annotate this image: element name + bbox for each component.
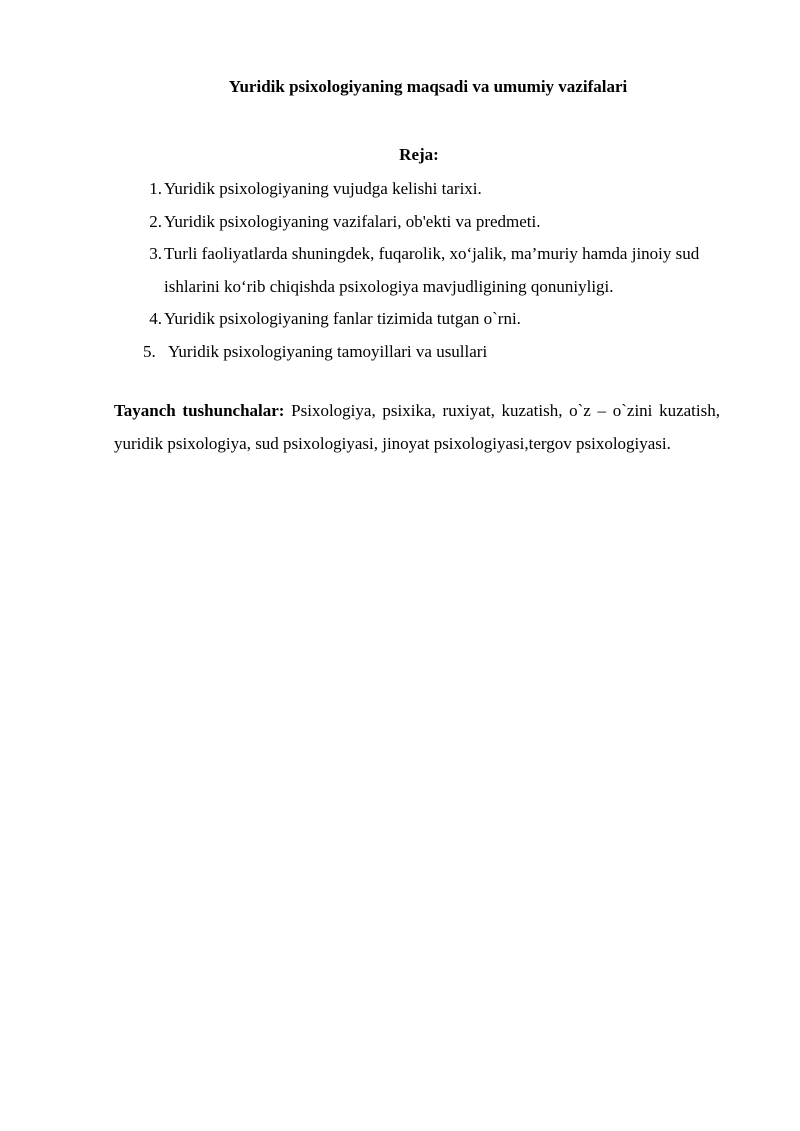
- keywords-paragraph: [114, 395, 720, 460]
- plan-heading: Reja:: [399, 145, 439, 164]
- plan-item-3: [134, 238, 734, 303]
- plan-item-text: Yuridik psixologiyaning vazifalari, ob'ekti va predmeti.: [164, 211, 541, 231]
- plan-item-number: 3.: [149, 244, 162, 263]
- plan-item-number: 2.: [149, 211, 162, 231]
- document-title: Yuridik psixologiyaning maqsadi va umumiy vazifalari: [228, 77, 628, 96]
- plan-item-number: 4.: [149, 309, 162, 328]
- plan-item-number: 5.: [143, 341, 156, 361]
- plan-item-1: [134, 173, 734, 206]
- plan-item-text: Yuridik psixologiyaning vujudga kelishi tarixi.: [164, 179, 482, 198]
- plan-list: [134, 173, 734, 368]
- plan-item-text: Turli faoliyatlarda shuningdek, fuqarolik, xo‘jalik, ma’muriy hamda jinoiy sud ishlarini ko‘rib chiqishda psixologiya mavjudligining qonuniyligi.: [164, 244, 700, 296]
- keywords-label: Tayanch tushunchalar:: [114, 401, 285, 420]
- plan-item-text: Yuridik psixologiyaning tamoyillari va usullari: [168, 341, 488, 361]
- keywords-text: Psixologiya, psixika, ruxiyat, kuzatish, o`z – o`zini kuzatish, yuridik psixologiya, sud psixologiyasi, jinoyat psixologiyasi,tergov psixologiyasi.: [114, 401, 720, 453]
- plan-item-number: 1.: [149, 179, 162, 198]
- plan-item-2: [134, 206, 734, 239]
- plan-item-text: Yuridik psixologiyaning fanlar tizimida tutgan o`rni.: [164, 309, 521, 328]
- plan-item-4: [134, 303, 734, 336]
- plan-item-5: [134, 336, 734, 369]
